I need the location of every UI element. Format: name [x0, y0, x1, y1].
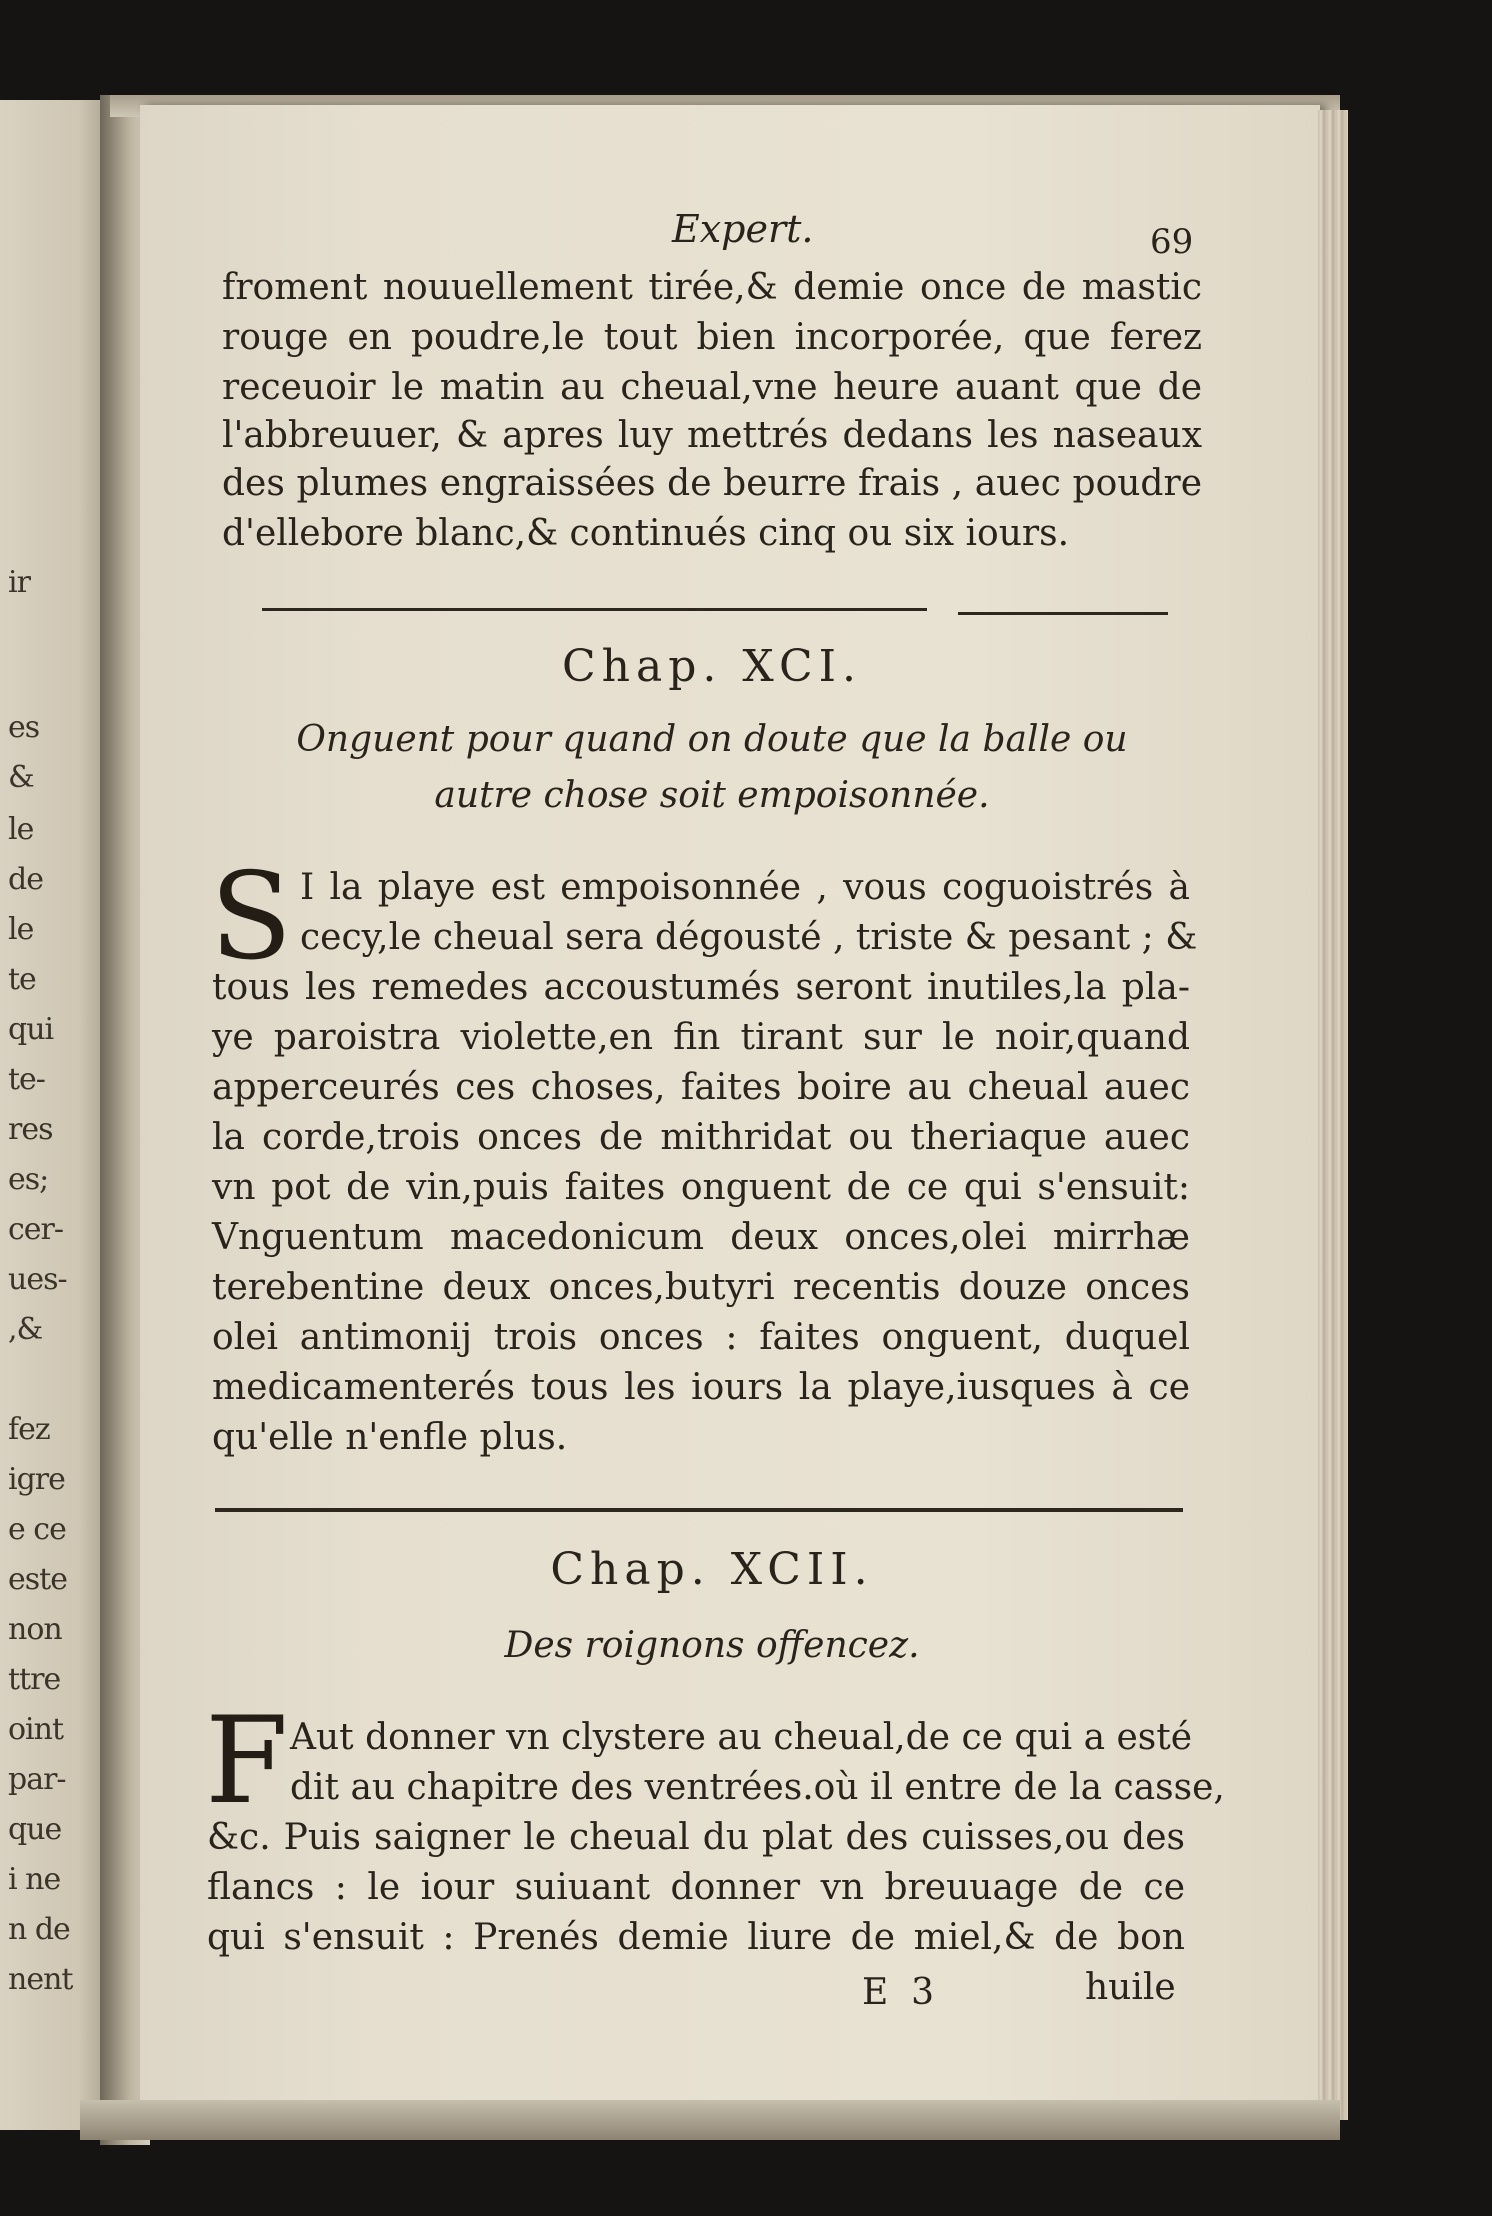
facing-page-fragment: de: [8, 862, 43, 897]
section-rule: [215, 1508, 1183, 1512]
section-rule: [262, 608, 927, 611]
text-line: des plumes engraissées de beurre frais , auec poudre: [222, 463, 1202, 504]
facing-page-fragment: par-: [8, 1762, 66, 1797]
text-line: ye paroistra violette,en fin tirant sur le noir,quand: [212, 1017, 1190, 1058]
facing-page-fragment: ues-: [8, 1262, 67, 1297]
chapter-subtitle-91: autre chose soit empoisonnée.: [434, 775, 990, 816]
text-line: rouge en poudre,le tout bien incorporée, que ferez: [222, 317, 1202, 358]
facing-page-fragment: que: [8, 1812, 62, 1847]
text-line: froment nouuellement tirée,& demie once de mastic: [222, 267, 1202, 308]
text-line: qui s'ensuit : Prenés demie liure de miel,& de bon: [207, 1917, 1185, 1958]
facing-page-fragment: ir: [8, 565, 30, 600]
facing-page-fragment: qui: [8, 1012, 54, 1047]
page-bottom-edge: [80, 2100, 1340, 2140]
facing-page-fragment: es: [8, 710, 40, 745]
running-title: Expert.: [672, 207, 814, 251]
facing-page-fragment: non: [8, 1612, 62, 1647]
text-line: terebentine deux onces,butyri recentis douze onces: [212, 1267, 1190, 1308]
facing-page-fragment: igre: [8, 1462, 65, 1497]
text-line: l'abbreuuer, & apres luy mettrés dedans les naseaux: [222, 415, 1202, 456]
text-line: dit au chapitre des ventrées.où il entre de la casse,: [290, 1767, 1225, 1808]
text-line: olei antimonij trois onces : faites onguent, duquel: [212, 1317, 1190, 1358]
chapter-heading-92: Chap. XCII.: [550, 1544, 874, 1595]
signature-mark: E 3: [862, 1972, 935, 2013]
chapter-subtitle-91: Onguent pour quand on doute que la balle ou: [296, 719, 1128, 760]
facing-page-fragment: ttre: [8, 1662, 61, 1697]
text-line: receuoir le matin au cheual,vne heure auant que de: [222, 367, 1202, 408]
text-line: flancs : le iour suiuant donner vn breuuage de ce: [207, 1867, 1185, 1908]
catchword: huile: [1085, 1967, 1176, 2008]
chapter-heading-91: Chap. XCI.: [562, 641, 862, 692]
drop-capital: S: [210, 848, 293, 987]
facing-page-fragment: te-: [8, 1062, 45, 1097]
text-line: medicamenterés tous les iours la playe,iusques à ce: [212, 1367, 1190, 1408]
facing-page-fragment: n de: [8, 1912, 70, 1947]
facing-page-fragment: le: [8, 912, 34, 947]
facing-page-fragment: i ne: [8, 1862, 61, 1897]
page-fore-edge: [1318, 110, 1348, 2120]
page-number: 69: [1150, 222, 1194, 262]
facing-page-fragment: te: [8, 962, 36, 997]
text-line: qu'elle n'enfle plus.: [212, 1417, 568, 1458]
facing-page-fragment: ,&: [8, 1312, 43, 1347]
facing-page-fragment: nent: [8, 1962, 73, 1997]
facing-page-fragment: fez: [8, 1412, 50, 1447]
text-line: la corde,trois onces de mithridat ou theriaque auec: [212, 1117, 1190, 1158]
section-rule: [958, 612, 1168, 615]
text-line: vn pot de vin,puis faites onguent de ce qui s'ensuit:: [212, 1167, 1190, 1208]
text-line: apperceurés ces choses, faites boire au cheual auec: [212, 1067, 1190, 1108]
text-line: Aut donner vn clystere au cheual,de ce qui a esté: [290, 1717, 1193, 1758]
text-line: &c. Puis saigner le cheual du plat des cuisses,ou des: [207, 1817, 1185, 1858]
text-line: d'ellebore blanc,& continués cinq ou six iours.: [222, 513, 1070, 554]
facing-page-fragment: oint: [8, 1712, 64, 1747]
text-line: tous les remedes accoustumés seront inutiles,la pla-: [212, 967, 1190, 1008]
facing-page-fragment: cer-: [8, 1212, 64, 1247]
text-line: cecy,le cheual sera dégousté , triste & pesant ; &: [300, 917, 1198, 958]
facing-page-fragment: &: [8, 760, 34, 795]
text-line: I la playe est empoisonnée , vous coguoistrés à: [300, 867, 1190, 908]
facing-page-fragment: es;: [8, 1162, 49, 1197]
chapter-subtitle-92: Des roignons offencez.: [504, 1625, 920, 1666]
facing-page-fragment: e ce: [8, 1512, 66, 1547]
facing-page-fragment: le: [8, 812, 34, 847]
drop-capital: F: [205, 1692, 289, 1831]
facing-page-fragment: res: [8, 1112, 53, 1147]
facing-page-fragment: este: [8, 1562, 67, 1597]
text-line: Vnguentum macedonicum deux onces,olei mirrhæ: [212, 1217, 1190, 1258]
